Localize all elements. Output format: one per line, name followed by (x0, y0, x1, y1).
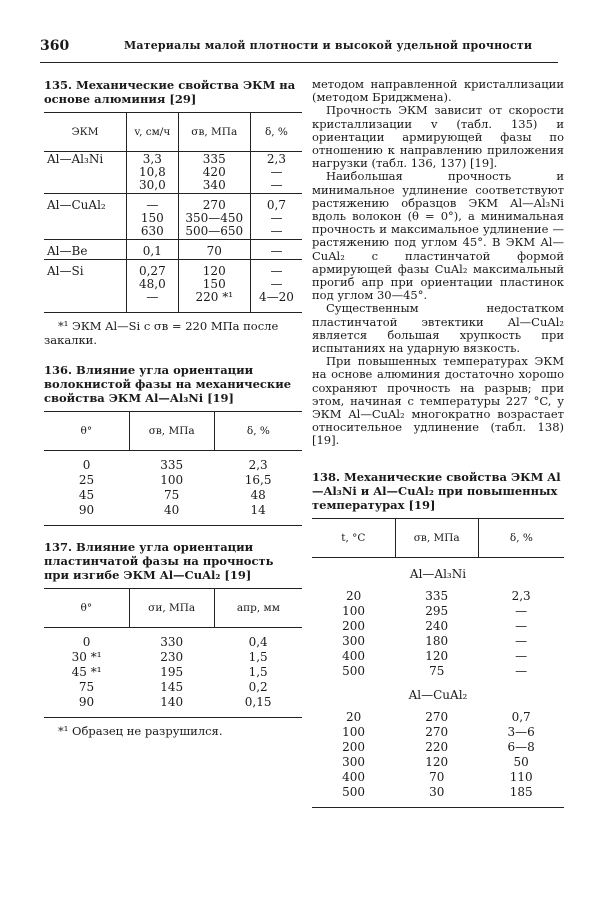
table-row: 45 75 48 (78, 488, 266, 502)
table-row: 90 140 0,15 (44, 695, 302, 718)
table135-sigma: 335 420 340 (178, 152, 250, 194)
table135 (44, 112, 302, 313)
table-row: 400 70 110 (342, 769, 533, 784)
table138 (312, 518, 564, 808)
table135-name: Al—Al₃Ni (47, 152, 104, 166)
table-row: 0 335 2,3 (82, 458, 268, 472)
table-row (44, 240, 302, 260)
table135-delta: 0,7 — — (250, 194, 302, 240)
table135-col-delta: δ, % (250, 113, 302, 152)
table135-delta: — (250, 240, 302, 260)
paragraph: методом направленной кристаллизации (методом Бриджмена). (312, 77, 564, 105)
table135-caption: 135. Механические свойства ЭКМ на основе алюминия [29] (44, 78, 296, 106)
table137-col-deflection: aпр, мм (214, 589, 302, 628)
table-row: 90 40 14 (44, 503, 302, 526)
table136-col-sigma: σв, МПа (129, 412, 214, 451)
table135-col-v: v, см/ч (127, 113, 179, 152)
left-column (44, 78, 302, 738)
right-column (312, 78, 564, 808)
paragraph: Существенным недостатком пластинчатой эвтектики Al—CuAl₂ является большая хрупкость при испытаниях на ударную вязкость. (312, 301, 564, 356)
paragraph: Прочность ЭКМ зависит от скорости кристаллизации v (табл. 135) и ориентации армирующей фазы по отношению к направлению приложения нагрузки (табл. 136, 137) [19]. (312, 103, 564, 171)
table-row: 100 270 3—6 (342, 724, 535, 739)
table-row: 500 75 — (342, 663, 528, 678)
paragraph: При повышенных температурах ЭКМ на основе алюминия достаточно хорошо сохраняют прочность на разрыв; при этом, начиная с температуры 227 °C, у ЭКМ Al—CuAl₂ многократно возрастает относительное удлинение (табл. 138) [19]. (312, 354, 564, 448)
table136-caption: 136. Влияние угла ориентации волокнистой фазы на механические свойства ЭКМ Al—Al₃Ni [19] (44, 363, 292, 405)
page-number: 360 (40, 38, 70, 54)
table138-col-temp: t, °C (312, 518, 395, 557)
table-row: 20 270 0,7 (345, 709, 531, 724)
table135-delta: — — 4—20 (250, 260, 302, 313)
table136-header-row (44, 412, 302, 451)
table-row: 500 30 185 (312, 785, 564, 808)
table-row: 100 295 — (342, 603, 528, 618)
table-row: 400 120 — (342, 648, 528, 663)
page-header (40, 38, 558, 56)
table135-col-ekm: ЭКМ (44, 113, 127, 152)
table135-name: Al—CuAl₂ (44, 194, 127, 240)
table135-v: 0,27 48,0 — (127, 260, 179, 313)
table-row: 45 *¹ 195 1,5 (71, 665, 268, 679)
table137-header-row (44, 589, 302, 628)
table135-sigma: 70 (178, 240, 250, 260)
table135-sigma: 120 150 220 *¹ (178, 260, 250, 313)
table138-caption: 138. Механические свойства ЭКМ Al—Al₃Ni и Al—CuAl₂ при повышенных температурах [19] (312, 469, 561, 512)
table137-caption: 137. Влияние угла ориентации пластинчатой фазы на прочность при изгибе ЭКМ Al—CuAl₂ [19] (44, 540, 274, 582)
table-row: 25 100 16,5 (78, 473, 272, 487)
table-row: 200 240 — (342, 618, 528, 633)
table-row: 300 120 50 (342, 754, 529, 769)
table-row: 75 145 0,2 (78, 680, 268, 694)
table-row: 30 *¹ 230 1,5 (71, 650, 268, 664)
table136-col-theta: θ° (44, 412, 129, 451)
table137-col-sigma: σи, МПа (129, 589, 214, 628)
table-row: 200 220 6—8 (342, 739, 535, 754)
table-row: 0 330 0,4 (82, 635, 268, 649)
table137-col-theta: θ° (44, 589, 129, 628)
table135-name: Al—Be (44, 240, 127, 260)
table138-section-title: Al—CuAl₂ (408, 687, 468, 702)
table135-sigma: 270 350—450 500—650 (178, 194, 250, 240)
header-rule (40, 62, 558, 63)
table-row: 300 180 — (342, 633, 528, 648)
table137-footnote: *¹ Образец не разрушился. (58, 724, 223, 738)
table135-footnote: *¹ ЭКМ Al—Si с σв = 220 МПа после закалки. (44, 319, 279, 347)
table135-header-row (44, 113, 302, 152)
table138-section-title: Al—Al₃Ni (409, 566, 467, 581)
table135-col-sigma: σв, МПа (178, 113, 250, 152)
table138-header-row (312, 518, 564, 557)
table135-v: — 150 630 (127, 194, 179, 240)
table135-name: Al—Si (44, 260, 127, 313)
table135-v: 0,1 (127, 240, 179, 260)
table135-delta: 2,3 — — (250, 152, 302, 194)
table138-col-sigma: σв, МПа (395, 518, 478, 557)
table-row (44, 260, 302, 313)
table-row (44, 194, 302, 240)
table137 (44, 588, 302, 718)
running-title: Материалы малой плотности и высокой удельной прочности (124, 39, 533, 52)
paragraph: Наибольшая прочность и минимальное удлинение соответствуют растяжению образцов ЭКМ Al—Al₃Ni вдоль волокон (θ = 0°), а минимальная прочность и максимальное удлинение — растяжению под углом 45°. В ЭКМ Al—CuAl₂ с пластинчатой формой армирующей фазы CuAl₂ максимальный прогиб aпр при ориентации пластинок под углом 30—45°. (312, 169, 564, 303)
table138-col-delta: δ, % (478, 518, 564, 557)
table-row (44, 152, 302, 194)
table136 (44, 411, 302, 526)
table135-v: 3,3 10,8 30,0 (127, 152, 179, 194)
table-row: 20 335 2,3 (345, 588, 531, 603)
table136-col-delta: δ, % (214, 412, 302, 451)
